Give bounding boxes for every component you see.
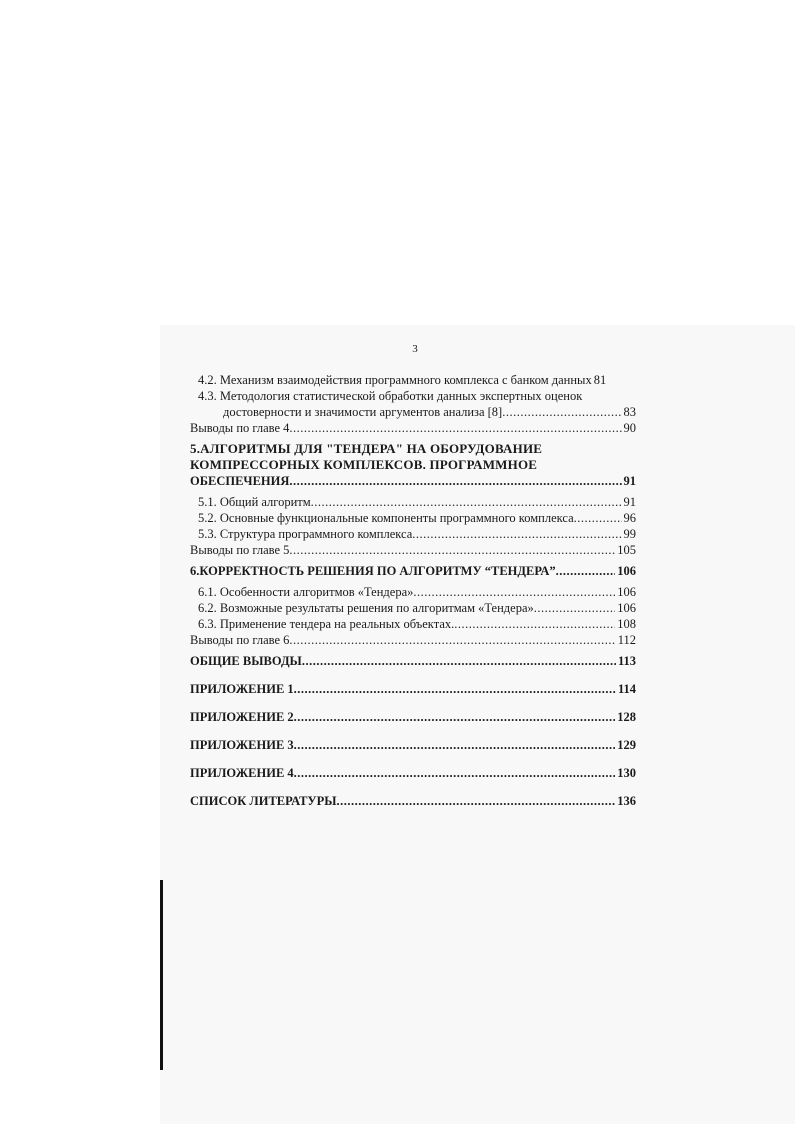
toc-entry-title: ОБЕСПЕЧЕНИЯ — [190, 474, 290, 488]
toc-general-conclusions[interactable] — [190, 653, 636, 669]
toc-entry-title: 6.3. Применение тендера на реальных объектах. — [198, 617, 455, 631]
dot-leader — [289, 420, 621, 436]
toc-entry-summary-4[interactable] — [190, 420, 636, 436]
toc-appendix-4[interactable] — [190, 765, 636, 781]
toc-entry-summary-6[interactable] — [190, 632, 636, 648]
dot-leader — [574, 510, 622, 526]
toc-entry-page: 129 — [617, 738, 636, 752]
toc-entry-title: Выводы по главе 4 — [190, 421, 290, 435]
toc-entry-6-3[interactable] — [190, 616, 636, 632]
toc-entry-page: 90 — [623, 421, 636, 435]
scan-edge-mark — [160, 880, 163, 1070]
toc-entry-page: 130 — [617, 766, 636, 780]
toc-entry-page: 81 — [593, 373, 607, 387]
dot-leader — [289, 632, 615, 648]
toc-entry-page: 106 — [617, 601, 636, 615]
dot-leader — [454, 616, 615, 632]
toc-entry-summary-5[interactable] — [190, 542, 636, 558]
toc-chapter-6[interactable] — [190, 563, 636, 579]
toc-entry-title: 4.2. Механизм взаимодействия программного комплекса с банком данных — [198, 373, 592, 387]
toc-bibliography[interactable] — [190, 793, 636, 809]
toc-entry-title: 6.2. Возможные результаты решения по алгоритмам «Тендера» — [198, 601, 534, 615]
toc-entry-page: 105 — [617, 543, 636, 557]
dot-leader — [502, 404, 621, 420]
toc-entry-page: 136 — [617, 794, 636, 808]
table-of-contents — [190, 372, 636, 809]
toc-entry-title: 5.3. Структура программного комплекса — [198, 527, 413, 541]
toc-entry-5-1[interactable] — [190, 494, 636, 510]
dot-leader — [294, 681, 616, 697]
toc-entry-4-3-continued[interactable] — [190, 404, 636, 420]
toc-entry-title: ОБЩИЕ ВЫВОДЫ — [190, 654, 302, 668]
toc-entry-page: 112 — [617, 633, 636, 647]
dot-leader — [311, 494, 622, 510]
toc-appendix-1[interactable] — [190, 681, 636, 697]
toc-entry-page: 108 — [617, 617, 636, 631]
toc-entry-title: ПРИЛОЖЕНИЕ 2 — [190, 710, 294, 724]
toc-entry-title: 5.1. Общий алгоритм — [198, 495, 311, 509]
toc-appendix-2[interactable] — [190, 709, 636, 725]
toc-entry-title: 6.КОРРЕКТНОСТЬ РЕШЕНИЯ ПО АЛГОРИТМУ “ТЕНДЕРА” — [190, 564, 556, 578]
toc-entry-page: 113 — [617, 654, 636, 668]
toc-entry-page: 106 — [617, 564, 636, 578]
toc-entry-title: ПРИЛОЖЕНИЕ 4 — [190, 766, 294, 780]
dot-leader — [302, 653, 616, 669]
toc-entry-5-3[interactable] — [190, 526, 636, 542]
toc-entry-page: 106 — [617, 585, 636, 599]
toc-entry-title: Выводы по главе 5 — [190, 543, 290, 557]
dot-leader — [337, 793, 616, 809]
dot-leader — [294, 765, 616, 781]
toc-entry-title: ПРИЛОЖЕНИЕ 3 — [190, 738, 294, 752]
dot-leader — [289, 542, 615, 558]
toc-entry-page: 91 — [623, 474, 636, 488]
dot-leader — [294, 709, 616, 725]
toc-entry-page: 96 — [623, 511, 636, 525]
toc-entry-title: достоверности и значимости аргументов анализа [8] — [223, 405, 503, 419]
toc-entry-5-2[interactable] — [190, 510, 636, 526]
toc-entry-title: ПРИЛОЖЕНИЕ 1 — [190, 682, 294, 696]
toc-entry-title: 6.1. Особенности алгоритмов «Тендера» — [198, 585, 414, 599]
toc-entry-page: 91 — [623, 495, 636, 509]
toc-appendix-3[interactable] — [190, 737, 636, 753]
toc-entry-6-1[interactable] — [190, 584, 636, 600]
dot-leader — [534, 600, 616, 616]
toc-entry-page: 128 — [617, 710, 636, 724]
toc-chapter-5-line2[interactable]: КОМПРЕССОРНЫХ КОМПЛЕКСОВ. ПРОГРАММНОЕ — [190, 457, 538, 472]
dot-leader — [556, 563, 616, 579]
toc-chapter-5[interactable] — [190, 473, 636, 489]
dot-leader — [412, 526, 621, 542]
dot-leader — [413, 584, 615, 600]
dot-leader — [294, 737, 616, 753]
toc-entry-4-3[interactable] — [190, 388, 636, 404]
toc-entry-page: 114 — [617, 682, 636, 696]
toc-entry-page: 99 — [623, 527, 636, 541]
toc-entry-4-2[interactable] — [190, 372, 636, 388]
toc-entry-title: Выводы по главе 6 — [190, 633, 290, 647]
toc-chapter-5-line1[interactable]: 5.АЛГОРИТМЫ ДЛЯ "ТЕНДЕРА" НА ОБОРУДОВАНИЕ — [190, 441, 543, 456]
dot-leader — [289, 473, 621, 489]
toc-entry-title: 4.3. Методология статистической обработки данных экспертных оценок — [198, 389, 583, 403]
toc-entry-title: СПИСОК ЛИТЕРАТУРЫ — [190, 794, 337, 808]
toc-entry-page: 83 — [623, 405, 636, 419]
toc-entry-title: 5.2. Основные функциональные компоненты программного комплекса — [198, 511, 574, 525]
toc-entry-6-2[interactable] — [190, 600, 636, 616]
page-number: 3 — [412, 343, 418, 355]
